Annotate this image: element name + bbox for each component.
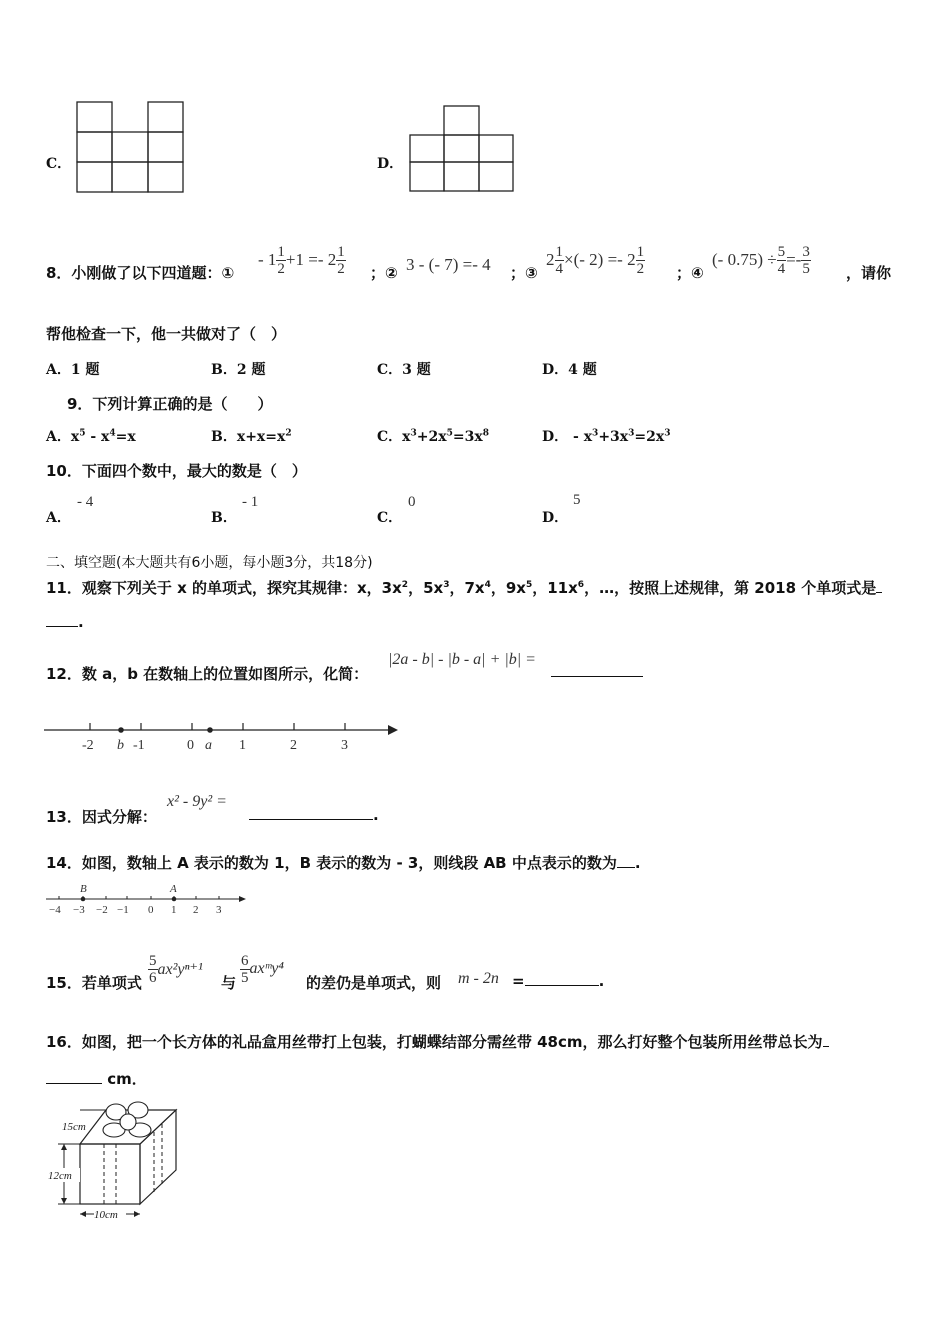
box-front-face xyxy=(80,1144,140,1204)
q13-expression: x² - 9y² = xyxy=(167,793,227,810)
q7-c-square xyxy=(148,102,183,132)
q8-expression-2: 3 - (- 7) =- 4 xyxy=(406,255,491,274)
q7-c-square xyxy=(148,162,183,192)
q8-stem-line2: 帮他检查一下，他一共做对了（ ） xyxy=(46,325,287,343)
q14-label-b: B xyxy=(80,883,87,895)
q9-stem: 9．下列计算正确的是（ ） xyxy=(67,395,273,413)
q7-d-square xyxy=(444,106,479,135)
q15-answer: = . xyxy=(512,972,605,990)
q14-tick-label: −2 xyxy=(96,904,108,916)
q14-axis-arrow xyxy=(239,896,246,902)
q15-with: 与 xyxy=(221,974,237,992)
q14-tick-label: 0 xyxy=(148,904,154,916)
q12-point-a xyxy=(207,727,213,733)
q10-option-b-label: B． xyxy=(211,510,237,526)
q7-d-square xyxy=(444,162,479,191)
dim-12-label: 12cm xyxy=(48,1170,72,1182)
bow-icon xyxy=(103,1102,151,1137)
q10-option-c-value: 0 xyxy=(408,494,416,510)
q12-tick-label: 2 xyxy=(290,738,297,753)
q7-d-square xyxy=(410,162,444,191)
q14-point-a xyxy=(172,897,177,902)
q7-option-c-label: C． xyxy=(46,156,72,172)
q14-tick-label: 1 xyxy=(171,904,177,916)
q12-number-line xyxy=(42,716,404,756)
q15-monomial-1: $\frac{5}{6}$ ax²yⁿ⁺¹ xyxy=(149,952,203,986)
q13-answer-blank xyxy=(249,819,373,820)
q10-option-c-label: C． xyxy=(377,510,403,526)
q10-option-d-label: D． xyxy=(542,510,569,526)
q7-c-square xyxy=(77,162,112,192)
q7-figure-d xyxy=(409,105,515,193)
q12-tick-label: b xyxy=(117,738,124,753)
q12-tick-label: -1 xyxy=(133,738,145,753)
q7-d-square xyxy=(410,135,444,162)
q14-tick-label: 3 xyxy=(216,904,222,916)
q8-option-b: B．2 题 xyxy=(211,362,266,378)
q11-stem: 11．观察下列关于 x 的单项式，探究其规律：x，$3x^2$，$5x^3$，$7x^4$，$9x^5$，$11x^6$，…，按照上述规律，第 2018 个单项式是 xyxy=(46,577,882,598)
q7-d-square xyxy=(444,135,479,162)
q13-end: . xyxy=(373,806,379,824)
q12-tick-label: 0 xyxy=(187,738,194,753)
q10-option-a-value: - 4 xyxy=(77,494,94,510)
q8-sep-3: ；④ xyxy=(676,264,704,282)
q8-expression-3: 2 $\frac{1}{4}$ ×(- 2) =- 2 $\frac{1}{2}$ xyxy=(546,243,645,277)
q15-stem-a: 15．若单项式 xyxy=(46,974,142,992)
q10-option-d-value: 5 xyxy=(573,492,581,508)
q12-expression: |2a - b| - |b - a| + |b| = xyxy=(388,651,536,668)
q14-label-a: A xyxy=(170,883,177,895)
q7-c-square xyxy=(112,132,148,162)
q8-option-c: C．3 题 xyxy=(377,362,431,378)
q7-c-square xyxy=(148,132,183,162)
q12-tick-label: 3 xyxy=(341,738,348,753)
q12-tick-label: 1 xyxy=(239,738,246,753)
q12-point-b xyxy=(118,727,124,733)
q7-figure-c xyxy=(76,101,186,195)
q14-tick-label: −1 xyxy=(117,904,129,916)
q14-stem: 14．如图，数轴上 A 表示的数为 1，B 表示的数为 - 3，则线段 AB 中点表示的数为 . xyxy=(46,854,641,872)
q16-answer-line: cm． xyxy=(46,1068,147,1089)
q7-option-d-label: D． xyxy=(377,156,404,172)
q8-sep-2: ；③ xyxy=(510,264,538,282)
q7-d-square xyxy=(479,135,513,162)
q8-expression-4: (- 0.75) ÷ $\frac{5}{4}$ =- $\frac{3}{5}$ xyxy=(712,243,810,277)
dim-15-label: 15cm xyxy=(62,1121,86,1133)
q8-sep-1: ；② xyxy=(370,264,398,282)
q14-tick-label: −3 xyxy=(73,904,85,916)
q7-c-square xyxy=(77,102,112,132)
q15-monomial-2: $\frac{6}{5}$ axᵐy⁴ xyxy=(241,952,284,986)
q9-option-b: B．$x+x=x^2$ xyxy=(211,428,292,445)
section-2-heading: 二、填空题(本大题共有6小题，每小题3分，共18分) xyxy=(46,555,373,571)
q16-gift-box-figure xyxy=(44,1098,184,1224)
q10-stem: 10．下面四个数中，最大的数是（ ） xyxy=(46,462,307,480)
q10-option-b-value: - 1 xyxy=(242,494,259,510)
q7-c-square xyxy=(77,132,112,162)
q15-stem-b: 的差仍是单项式，则 xyxy=(306,974,442,992)
q12-tick-label: a xyxy=(205,738,212,753)
q7-c-square xyxy=(112,162,148,192)
q12-tick-label: -2 xyxy=(82,738,94,753)
q12-answer-blank xyxy=(551,676,643,677)
q16-stem: 16．如图，把一个长方体的礼品盒用丝带打上包装，打蝴蝶结部分需丝带 48cm，那么打好整个包装所用丝带总长为 xyxy=(46,1031,829,1052)
q8-prefix: 8．小刚做了以下四道题：① xyxy=(46,264,235,282)
q9-option-d: D． - $x^3+3x^3=2x^3$ xyxy=(542,428,671,445)
q15-expression: m - 2n xyxy=(458,970,499,987)
q8-expression-1: - 1 $\frac{1}{2}$ +1 =- 2 $\frac{1}{2}$ xyxy=(258,243,345,277)
q13-stem: 13．因式分解： xyxy=(46,808,157,826)
q14-point-b xyxy=(81,897,86,902)
q9-option-a: A．$x^5 - x^4=x$ xyxy=(46,428,136,445)
q8-suffix: ，请你 xyxy=(846,264,892,282)
q14-number-line xyxy=(44,880,250,916)
q12-axis-arrow xyxy=(388,725,398,735)
q14-tick-label: −4 xyxy=(49,904,61,916)
q11-answer-line: . xyxy=(46,613,84,631)
q14-tick-label: 2 xyxy=(193,904,199,916)
dim-10-label: 10cm xyxy=(94,1209,118,1221)
q8-option-a: A．1 题 xyxy=(46,362,100,378)
q10-option-a-label: A． xyxy=(46,510,71,526)
q9-option-c: C．$x^3+2x^5=3x^8$ xyxy=(377,428,489,445)
q12-stem: 12．数 a，b 在数轴上的位置如图所示，化简： xyxy=(46,665,369,683)
q8-option-d: D．4 题 xyxy=(542,362,597,378)
q7-d-square xyxy=(479,162,513,191)
